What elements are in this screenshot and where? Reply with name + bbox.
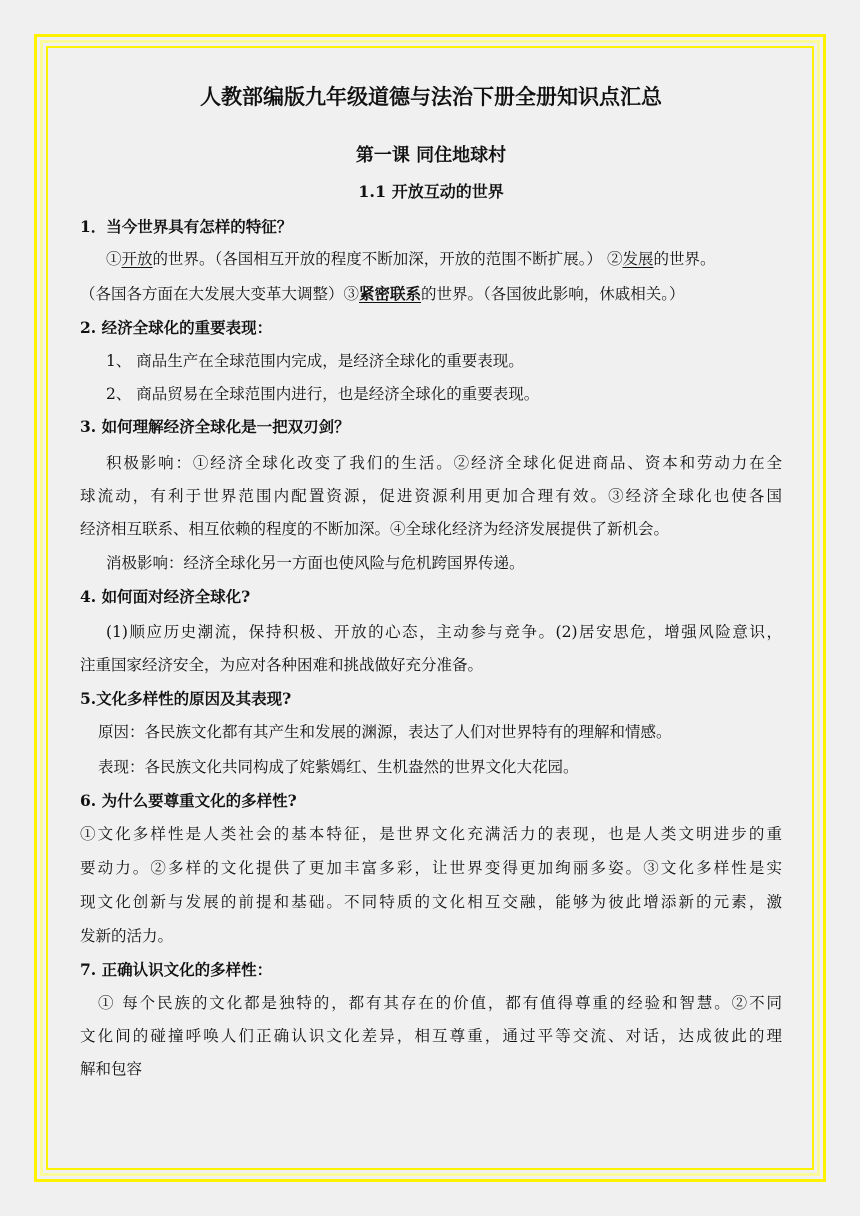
paragraph-line: 注重国家经济安全，为应对各种困难和挑战做好充分准备。 [80, 656, 484, 674]
paragraph-line: 球流动，有利于世界范围内配置资源，促进资源利用更加合理有效。③经济全球化也使各国 [80, 487, 782, 505]
question-6-heading: 6. 为什么要尊重文化的多样性? [80, 791, 297, 810]
question-3-heading: 3. 如何理解经济全球化是一把双刃剑？ [80, 417, 350, 436]
paragraph-line: ①文化多样性是人类社会的基本特征，是世界文化充满活力的表现，也是人类文明进步的重 [80, 825, 782, 843]
question-1-line-2: （各国各方面在大发展大变革大调整）③紧密联系的世界。（各国彼此影响，休戚相关。） [80, 284, 685, 303]
question-1-heading: 1．当今世界具有怎样的特征？ [80, 217, 293, 236]
question-7-heading: 7. 正确认识文化的多样性： [80, 960, 273, 979]
paragraph-line: 原因：各民族文化都有其产生和发展的渊源，表达了人们对世界特有的理解和情感。 [98, 723, 672, 741]
paragraph-line: 积极影响：①经济全球化改变了我们的生活。②经济全球化促进商品、资本和劳动力在全 [106, 454, 782, 472]
keyword-develop: 发展 [622, 250, 654, 268]
document-title: 人教部编版九年级道德与法治下册全册知识点汇总 [200, 84, 662, 109]
list-item: 1、 商品生产在全球范围内完成，是经济全球化的重要表现。 [106, 352, 524, 370]
question-4-heading: 4. 如何面对经济全球化? [80, 587, 251, 606]
paragraph-line: 解和包容 [80, 1060, 143, 1078]
question-2-heading: 2. 经济全球化的重要表现： [80, 318, 273, 337]
section-heading: 1.1 开放互动的世界 [358, 182, 504, 201]
question-1-line-1: ①开放的世界。（各国相互开放的程度不断加深，开放的范围不断扩展。） ②发展的世界。 [106, 250, 716, 268]
question-5-heading: 5.文化多样性的原因及其表现? [80, 689, 292, 708]
paragraph-line: 要动力。②多样的文化提供了更加丰富多彩，让世界变得更加绚丽多姿。③文化多样性是实 [80, 859, 782, 877]
paragraph-line: 消极影响：经济全球化另一方面也使风险与危机跨国界传递。 [106, 554, 525, 572]
paragraph-line: 发新的活力。 [80, 927, 174, 945]
lesson-heading: 第一课 同住地球村 [355, 145, 507, 166]
keyword-open: 开放 [121, 250, 153, 268]
paragraph-line: 表现：各民族文化共同构成了姹紫嫣红、生机盎然的世界文化大花园。 [98, 758, 579, 776]
paragraph-line: 现文化创新与发展的前提和基础。不同特质的文化相互交融，能够为彼此增添新的元素，激 [80, 893, 782, 911]
paragraph-line: ① 每个民族的文化都是独特的，都有其存在的价值，都有值得尊重的经验和智慧。②不同 [98, 994, 782, 1012]
paragraph-line: 经济相互联系、相互依赖的程度的不断加深。④全球化经济为经济发展提供了新机会。 [80, 520, 670, 538]
paragraph-line: 文化间的碰撞呼唤人们正确认识文化差异，相互尊重，通过平等交流、对话，达成彼此的理 [80, 1027, 782, 1045]
list-item: 2、 商品贸易在全球范围内进行，也是经济全球化的重要表现。 [106, 385, 540, 403]
keyword-connected: 紧密联系 [359, 284, 422, 303]
paragraph-line: (1)顺应历史潮流，保持积极、开放的心态，主动参与竞争。(2)居安思危，增强风险意识， [106, 623, 782, 641]
